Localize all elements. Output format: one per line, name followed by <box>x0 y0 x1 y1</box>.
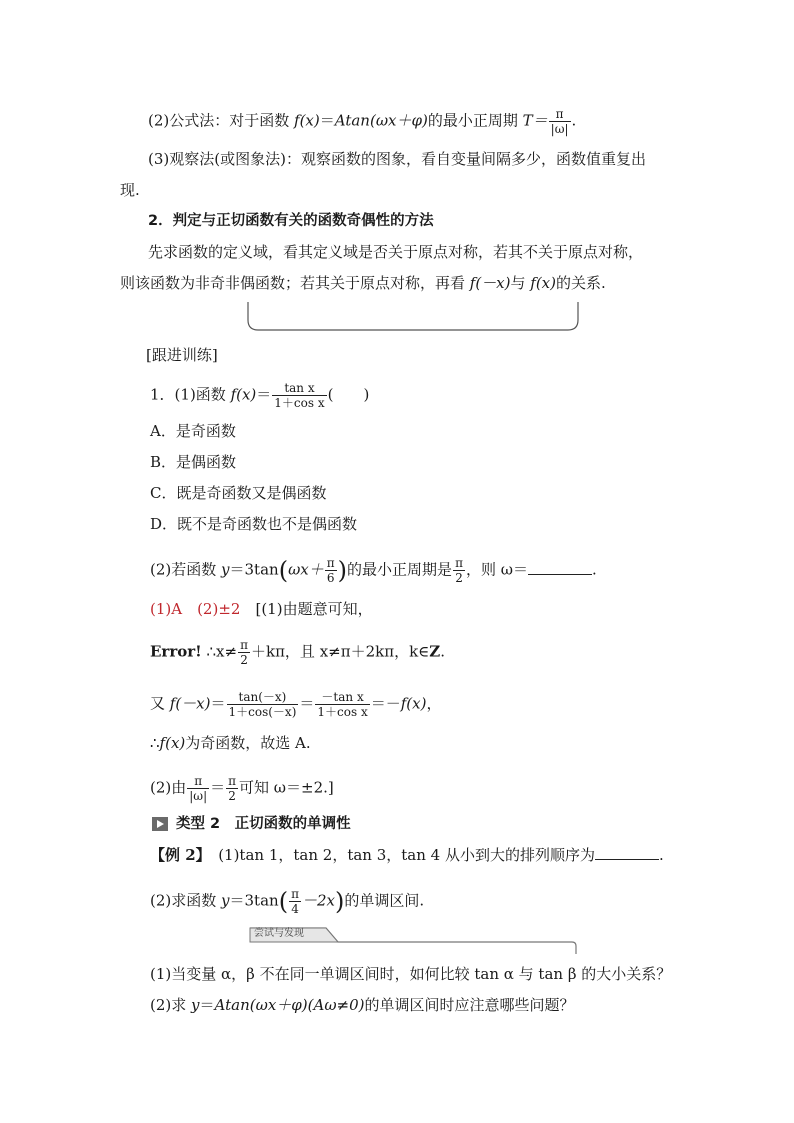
parity-method-heading: 2．判定与正切函数有关的函数奇偶性的方法 <box>148 213 434 229</box>
denominator: |ω| <box>550 122 569 136</box>
numerator: π <box>326 556 335 570</box>
numerator: tan(－x) <box>238 690 287 704</box>
math-f-negx: f(－x) <box>169 694 211 713</box>
text: ＝ <box>210 694 226 713</box>
denominator: 4 <box>289 901 301 916</box>
right-paren: ) <box>337 556 348 585</box>
fraction-pi-omega <box>187 774 209 803</box>
fraction-pi-4 <box>289 887 301 916</box>
numerator: π <box>228 774 237 788</box>
text: ，则 ω＝ <box>465 560 528 579</box>
text: ＋kπ，且 x≠π＋2kπ，k∈ <box>250 642 430 661</box>
conclusion-line <box>150 733 311 753</box>
text: 1．(1)函数 <box>150 385 231 404</box>
text: . <box>440 642 446 661</box>
answer-blank <box>595 845 659 860</box>
parity-text-line1: 先求函数的定义域，看其定义域是否关于原点对称，若其不关于原点对称， <box>148 243 644 261</box>
fraction-tan-over-cos <box>272 381 326 410</box>
text: (2)由 <box>150 778 187 797</box>
text: ＝ <box>256 385 272 404</box>
text: (2)求 <box>150 996 192 1014</box>
numerator: tan x <box>284 381 315 395</box>
text: ＝ <box>199 996 215 1014</box>
type-label: 类型 2 <box>176 816 221 832</box>
numerator: π <box>194 774 203 788</box>
parity-text-line2 <box>120 273 606 293</box>
right-paren: ) <box>334 887 345 916</box>
math-T: T＝ <box>522 111 548 130</box>
math-fx: f(x) <box>159 734 186 752</box>
q2-solution-line <box>150 774 334 803</box>
text: 又 <box>150 694 170 713</box>
error-text: Error! <box>150 642 202 661</box>
text: ＝3tan <box>229 891 279 910</box>
numerator: π <box>455 556 463 570</box>
fraction-pi-omega <box>549 107 571 136</box>
text: 与 <box>510 274 531 292</box>
fraction-pi-2 <box>238 638 250 667</box>
example-2-line: 【例 2】 (1)tan 1，tan 2，tan 3，tan 4 从小到大的排列顺序为 . <box>150 846 664 864</box>
discussion-question-1: (1)当变量 α，β 不在同一单调区间时，如何比较 tan α 与 tan β 的大小关系？ <box>150 965 672 983</box>
denominator: 6 <box>325 570 337 585</box>
left-paren: ( <box>278 887 289 916</box>
denominator: 1＋cos x <box>274 396 325 410</box>
denominator: 1＋cos x <box>317 705 368 719</box>
math-atan: Atan(ωx＋φ)(Aω≠0) <box>214 996 365 1014</box>
text: ＝3tan <box>229 560 279 579</box>
text: ∴ <box>150 734 160 752</box>
option-a: A．是奇函数 <box>150 422 236 440</box>
text: 的关系. <box>556 274 606 292</box>
training-label: [跟进训练] <box>146 346 218 364</box>
fraction-tan-negx <box>227 690 299 719</box>
text: 的单调区间. <box>344 891 425 910</box>
numerator: π <box>291 887 299 901</box>
text: ＝－ <box>370 694 401 713</box>
text: 为奇函数，故选 A. <box>185 734 311 752</box>
observe-method-line2: 现. <box>120 181 140 199</box>
math-fx: f(x) <box>400 694 427 713</box>
option-b: B．是偶函数 <box>150 453 237 471</box>
math-fx: f(x) <box>294 111 320 130</box>
fraction-pi-2 <box>453 556 465 585</box>
fraction-pi-6 <box>325 556 337 585</box>
answer-key: (1)A (2)±2 <box>150 600 241 618</box>
denominator: 2 <box>238 652 250 667</box>
math-y: y <box>221 560 230 579</box>
math-minus-2x: －2x <box>301 891 335 910</box>
text: . <box>571 111 577 130</box>
domain-line <box>150 638 445 667</box>
bracket-frame <box>246 300 582 334</box>
math-y: y <box>221 891 230 910</box>
answer-blank <box>528 560 592 575</box>
text: (2)求函数 <box>150 891 222 910</box>
example-2-part2 <box>150 887 424 916</box>
text: ＝ <box>210 778 226 797</box>
fraction-neg-tan <box>315 690 369 719</box>
text: [(1)由题意可知， <box>255 600 373 618</box>
denominator: 2 <box>453 570 465 585</box>
example-tag: 【例 2】 <box>150 846 204 864</box>
text: 的最小正周期 <box>427 111 523 130</box>
text: ∴x≠ <box>206 642 238 661</box>
denominator: 2 <box>226 788 238 803</box>
text: (1)tan 1，tan 2，tan 3，tan 4 从小到大的排列顺序为 <box>218 846 595 864</box>
discussion-question-2 <box>150 995 575 1015</box>
option-c: C．既是奇函数又是偶函数 <box>150 484 327 502</box>
text: ， <box>426 694 442 713</box>
math-fx: f(x) <box>230 385 257 404</box>
set-z: Z <box>429 642 441 661</box>
type-title: 正切函数的单调性 <box>234 816 351 832</box>
question-2-stem: (2)若函数 y＝3tan(ωx＋ $\frac{\pi}{6}$ )的最小正周期是 $\frac{\pi}{2}$ ，则 ω＝ . <box>150 556 597 585</box>
denominator: 1＋cos(－x) <box>228 705 297 719</box>
type-2-heading <box>152 814 351 834</box>
text: 的单调区间时应注意哪些问题？ <box>364 996 575 1014</box>
text: 则该函数为非奇非偶函数；若其关于原点对称，再看 <box>120 274 470 292</box>
fraction-pi-2 <box>226 774 238 803</box>
left-paren: ( <box>278 556 289 585</box>
option-d: D．既不是奇函数也不是偶函数 <box>150 515 358 533</box>
math-atan: Atan(ωx＋φ) <box>334 111 428 130</box>
numerator: π <box>240 638 248 652</box>
play-icon <box>152 817 168 831</box>
text: 的最小正周期是 <box>347 560 453 579</box>
question-1-stem <box>150 381 369 410</box>
text: (2)公式法：对于函数 <box>148 111 295 130</box>
observe-method-line1: (3)观察法(或图象法)：观察函数的图象，看自变量间隔多少，函数值重复出 <box>148 150 646 168</box>
formula-method-line <box>148 107 576 136</box>
denominator: |ω| <box>189 789 208 803</box>
text: ＝ <box>299 694 315 713</box>
math-y: y <box>191 996 200 1014</box>
try-discover-label: 尝试与发现 <box>254 928 304 939</box>
text: ＝ <box>319 111 335 130</box>
text: 可知 ω＝±2.] <box>239 778 334 797</box>
answer-paren: ( ) <box>327 385 370 404</box>
answer-line <box>150 599 373 619</box>
text: (2)若函数 <box>150 560 222 579</box>
math-f-negx: f(－x) <box>469 274 511 292</box>
numerator: π <box>555 107 564 121</box>
math-omega-x: ωx＋ <box>288 560 324 579</box>
math-fx: f(x) <box>530 274 556 292</box>
parity-check-line <box>150 690 441 719</box>
numerator: －tan x <box>321 690 364 704</box>
